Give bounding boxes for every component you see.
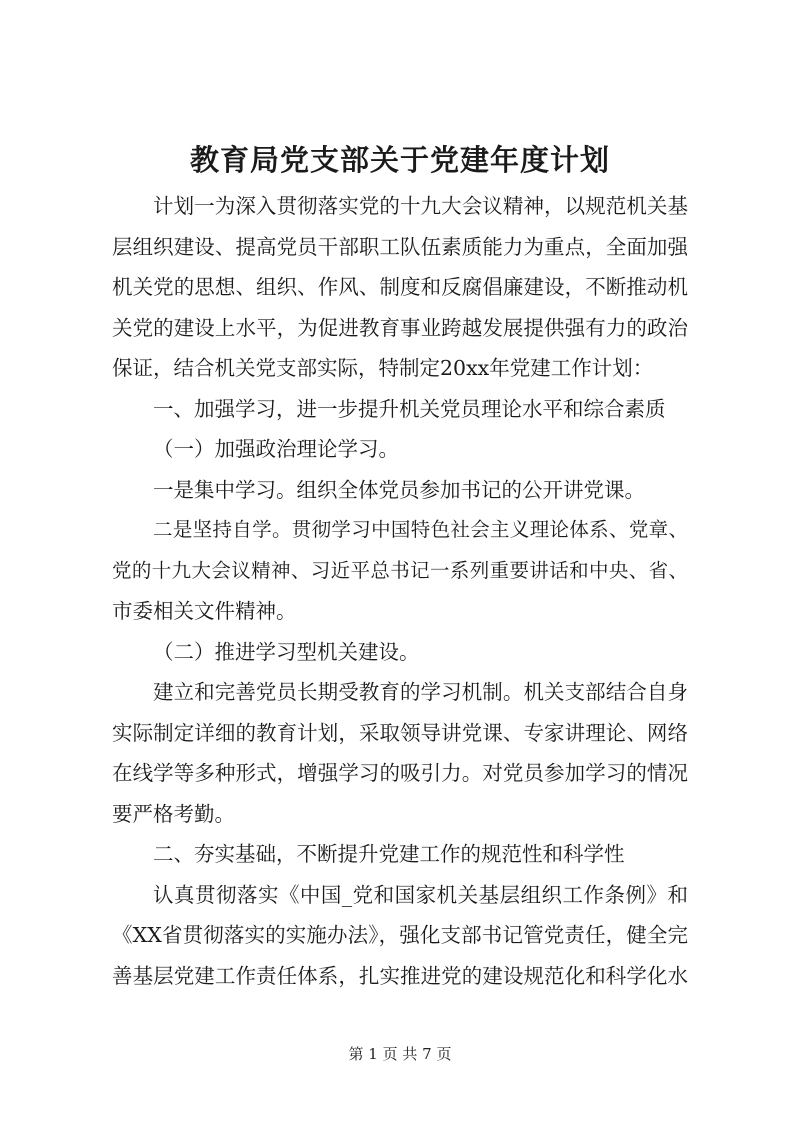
paragraph-line: 市委相关文件精神。 <box>112 599 297 623</box>
paragraph-line: 要严格考勤。 <box>112 801 235 826</box>
paragraph-line: 一是集中学习。组织全体党员参加书记的公开讲党课。 <box>153 477 645 502</box>
section-heading: 一、加强学习，进一步提升机关党员理论水平和综合素质 <box>153 396 666 421</box>
paragraph-line: 关党的建设上水平，为促进教育事业跨越发展提供强有力的政治 <box>112 315 688 340</box>
paragraph-line: 建立和完善党员长期受教育的学习机制。机关支部结合自身 <box>153 680 688 704</box>
paragraph-line: 实际制定详细的教育计划，采取领导讲党课、专家讲理论、网络 <box>112 720 688 745</box>
page-number-footer: 第 1 页 共 7 页 <box>348 1045 452 1063</box>
subsection-heading: （二）推进学习型机关建设。 <box>153 639 420 664</box>
paragraph-line: 层组织建设、提高党员干部职工队伍素质能力为重点，全面加强 <box>112 234 688 259</box>
paragraph-line: 党的十九大会议精神、习近平总书记一系列重要讲话和中央、省、 <box>112 558 688 582</box>
paragraph-line: 善基层党建工作责任体系，扎实推进党的建设规范化和科学化水 <box>112 963 688 988</box>
paragraph-line: 二是坚持自学。贯彻学习中国特色社会主义理论体系、党章、 <box>153 518 688 541</box>
document-body <box>112 186 688 996</box>
paragraph-line: 机关党的思想、组织、作风、制度和反腐倡廉建设，不断推动机 <box>112 275 688 299</box>
paragraph-line: 认真贯彻落实《中国_党和国家机关基层组织工作条例》和 <box>153 882 688 907</box>
paragraph-line: 《XX省贯彻落实的实施办法》，强化支部书记管党责任，健全完 <box>112 923 688 947</box>
document-title: 教育局党支部关于党建年度计划 <box>189 143 610 177</box>
paragraph-line: 保证，结合机关党支部实际，特制定20xx年党建工作计划： <box>112 356 654 380</box>
paragraph-line: 计划一为深入贯彻落实党的十九大会议精神，以规范机关基 <box>153 194 688 218</box>
section-heading: 二、夯实基础，不断提升党建工作的规范性和科学性 <box>153 842 625 866</box>
paragraph-line: 在线学等多种形式，增强学习的吸引力。对党员参加学习的情况 <box>112 761 688 785</box>
subsection-heading: （一）加强政治理论学习。 <box>153 437 399 461</box>
